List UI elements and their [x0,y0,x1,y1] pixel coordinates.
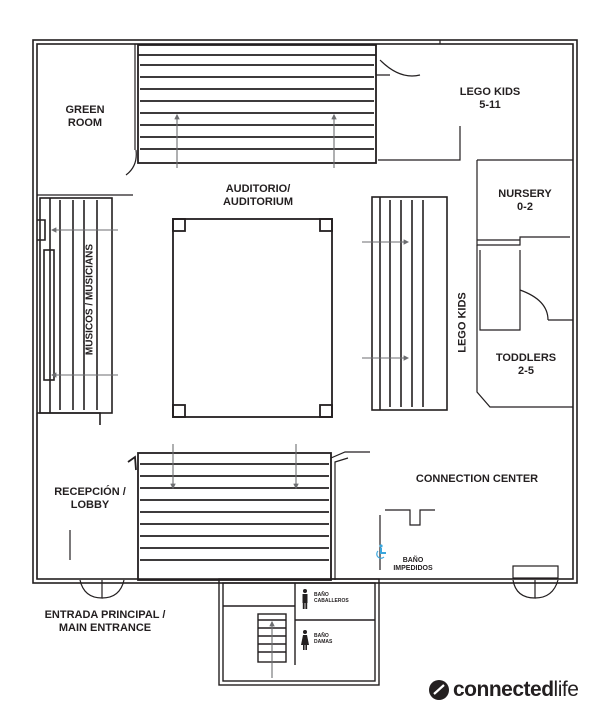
room-label-nursery: NURSERY 0-2 [498,188,552,213]
room-label-connection-center: CONNECTION CENTER [415,473,539,485]
right-seating [372,197,447,410]
room-label-restroom-accessible: BAÑO IMPEDIDOS [393,557,433,572]
room-label-toddlers: TODDLERS 2-5 [495,352,557,377]
toddlers-wall [477,245,573,407]
room-label-main-entrance: ENTRADA PRINCIPAL / MAIN ENTRANCE [44,609,166,634]
room-label-reception: RECEPCIÓN / LOBBY [54,486,126,511]
women-restroom-icon [301,630,309,650]
room-label-musicians: MÚSICOS / MUSICIANS [84,243,96,356]
men-restroom-icon [303,589,308,609]
lego-kids-room-wall [376,40,460,160]
room-label-restroom-women: BAÑO DAMAS [314,633,333,645]
musicians-area [37,198,112,425]
top-seating [138,45,376,163]
bottom-seating [128,453,331,580]
connection-center-wall [331,452,558,580]
room-label-lego-kids: LEGO KIDS [456,292,469,353]
logo-text [453,678,578,702]
stage-platform [173,219,332,417]
room-label-green-room: GREEN ROOM [65,104,105,129]
room-label-auditorium: AUDITORIO/ AUDITORIUM [222,183,294,208]
logo-mark-icon [428,679,450,701]
connectedlife-logo [428,676,598,704]
room-label-restroom-men: BAÑO CABALLEROS [314,592,349,604]
logo-text-bold: connected [453,678,554,701]
room-label-lego-kids-5-11: LEGO KIDS 5-11 [459,86,521,111]
logo-text-light: life [553,678,579,701]
